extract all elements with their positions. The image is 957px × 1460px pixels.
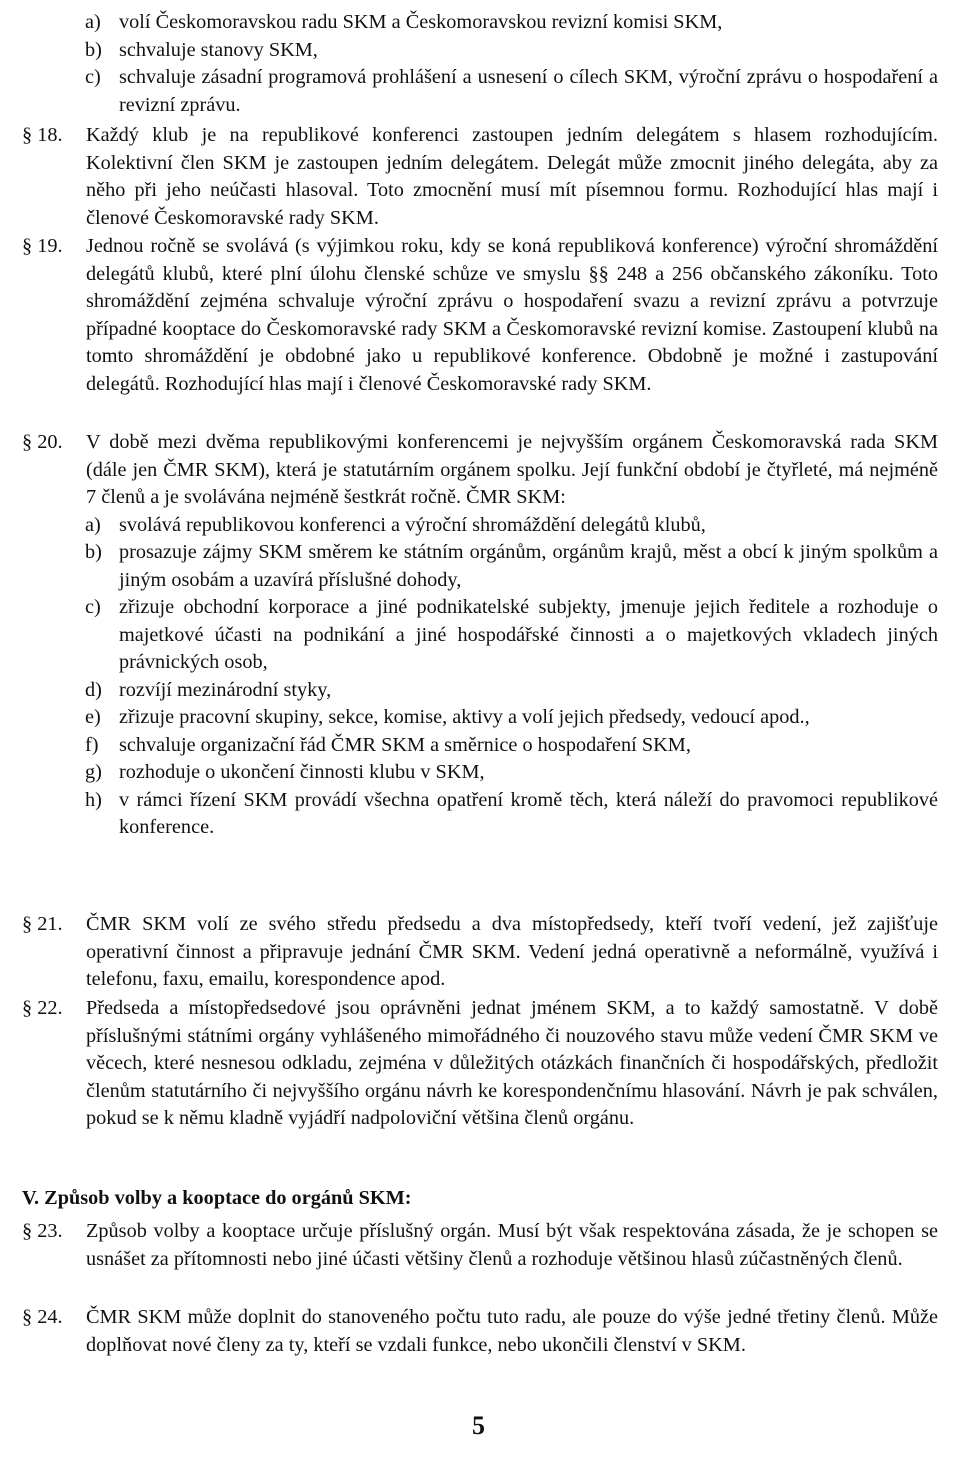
item-text: zřizuje obchodní korporace a jiné podnikatelské subjekty, jmenuje jejich ředitele a rozhoduje o majetkové účasti na podnikání a jiné hospodářské činnosti a o majetkových vkladech jiných právnických osob, [119, 596, 938, 673]
list-item [0, 594, 938, 677]
section-number: § 19. [22, 235, 63, 257]
list-item [0, 759, 938, 787]
section-18 [0, 122, 957, 232]
section-text: Každý klub je na republikové konferenci zastoupen jedním delegátem s hlasem rozhodujícím. Kolektivní člen SKM je zastoupen jedním delegátem. Delegát může zmocnit jiného delegáta, aby za něho při jeho neúčasti hlasoval. Toto zmocnění musí mít písemnou formu. Rozhodující hlas mají i členové Českomoravské rady SKM. [86, 124, 938, 229]
intro-list [0, 9, 957, 119]
page-number: 5 [472, 1411, 485, 1440]
item-label: e) [85, 706, 101, 728]
item-label: b) [85, 38, 102, 61]
section-21 [0, 911, 957, 994]
section-22 [0, 995, 957, 1133]
section-text: Předseda a místopředsedové jsou oprávněni jednat jménem SKM, a to každý samostatně. V době příslušnými státními orgány vyhlášeného mimořádného či nouzového stavu může vedení ČMR SKM ve věcech, které nesnesou odkladu, zejména v důležitých otázkách finančních či hospodářských, předložit členům statutárního či nejvyššího orgánu návrh ke korespondenčnímu hlasování. Návrh je pak schválen, pokud se k němu kladně vyjádří nadpoloviční většina členů orgánu. [86, 997, 938, 1129]
list-item [0, 787, 938, 842]
item-text: zřizuje pracovní skupiny, sekce, komise, aktivy a volí jejich předsedy, vedoucí apod., [119, 706, 810, 728]
list-item [0, 677, 938, 705]
section-number: § 21. [22, 913, 63, 935]
list-item [0, 64, 938, 119]
list-item [0, 9, 938, 37]
item-label: d) [85, 678, 102, 701]
section-24 [0, 1304, 957, 1359]
list-item [0, 512, 938, 540]
list-item [0, 37, 938, 65]
chapter-heading: V. Způsob volby a kooptace do orgánů SKM: [22, 1187, 412, 1209]
list-item [0, 539, 938, 594]
item-text: schvaluje zásadní programová prohlášení a usnesení o cílech SKM, výroční zprávu o hospodaření a revizní zprávu. [119, 66, 938, 116]
item-text: rozvíjí mezinárodní styky, [119, 678, 332, 701]
item-label: c) [85, 66, 101, 88]
item-label: g) [85, 761, 102, 783]
item-text: schvaluje organizační řád ČMR SKM a směrnice o hospodaření SKM, [119, 733, 691, 756]
section-number: § 18. [22, 124, 63, 146]
item-text: rozhoduje o ukončení činnosti klubu v SKM, [119, 761, 485, 783]
item-label: f) [85, 733, 99, 756]
list-item [0, 704, 938, 732]
item-label: b) [85, 541, 102, 563]
list-item [0, 732, 938, 760]
section-23 [0, 1218, 957, 1273]
item-label: h) [85, 788, 102, 811]
section-19 [0, 233, 957, 398]
item-text: schvaluje stanovy SKM, [119, 38, 318, 61]
section-number: § 20. [22, 431, 63, 453]
section-20 [0, 429, 957, 842]
item-text: v rámci řízení SKM provádí všechna opatření kromě těch, která náleží do pravomoci republikové konference. [119, 788, 938, 838]
item-label: a) [85, 513, 101, 536]
item-text: svolává republikovou konferenci a výroční shromáždění delegátů klubů, [119, 513, 706, 536]
section-number: § 23. [22, 1220, 63, 1242]
item-text: prosazuje zájmy SKM směrem ke státním orgánům, orgánům krajů, měst a obcí k jiným spolkům a jiným osobám a uzavírá příslušné dohody, [119, 541, 938, 591]
section-text: Jednou ročně se svolává (s výjimkou roku, kdy se koná republiková konference) výroční shromáždění delegátů klubů, které plní úlohu členské schůze ve smyslu §§ 248 a 256 občanského zákoníku. Toto shromáždění zejména schvaluje výroční zprávu o hospodaření svazu a revizní zprávu a potvrzuje případné kooptace do Českomoravské rady SKM a Českomoravské revizní komise. Zastoupení klubů na tomto shromáždění je obdobné jako u republikové konference. Obdobně je možné i zastupování delegátů. Rozhodující hlas mají i členové Českomoravské rady SKM. [86, 235, 938, 395]
item-text: volí Českomoravskou radu SKM a Českomoravskou revizní komisi SKM, [119, 11, 723, 33]
item-label: c) [85, 596, 101, 618]
item-label: a) [85, 11, 101, 33]
section-text: Způsob volby a kooptace určuje příslušný orgán. Musí být však respektována zásada, že je schopen se usnášet za přítomnosti nebo jiné účasti většiny členů a rozhoduje většinou hlasů zúčastněných členů. [86, 1220, 938, 1270]
section-number: § 22. [22, 997, 63, 1019]
section-number: § 24. [22, 1306, 63, 1328]
section-text: ČMR SKM může doplnit do stanoveného počtu tuto radu, ale pouze do výše jedné třetiny členů. Může doplňovat nové členy za ty, kteří se vzdali funkce, nebo ukončili členství v SKM. [86, 1306, 938, 1356]
section-text: ČMR SKM volí ze svého středu předsedu a dva místopředsedy, kteří tvoří vedení, jež zajišťuje operativní činnost a připravuje jednání ČMR SKM. Vedení jedná operativně a neformálně, využívá i telefonu, faxu, emailu, korespondence apod. [86, 913, 938, 990]
section-text: V době mezi dvěma republikovými konferencemi je nejvyšším orgánem Českomoravská rada SKM (dále jen ČMR SKM), která je statutárním orgánem spolku. Její funkční období je čtyřleté, má nejméně 7 členů a je svolávána nejméně šestkrát ročně. ČMR SKM: [86, 431, 938, 508]
